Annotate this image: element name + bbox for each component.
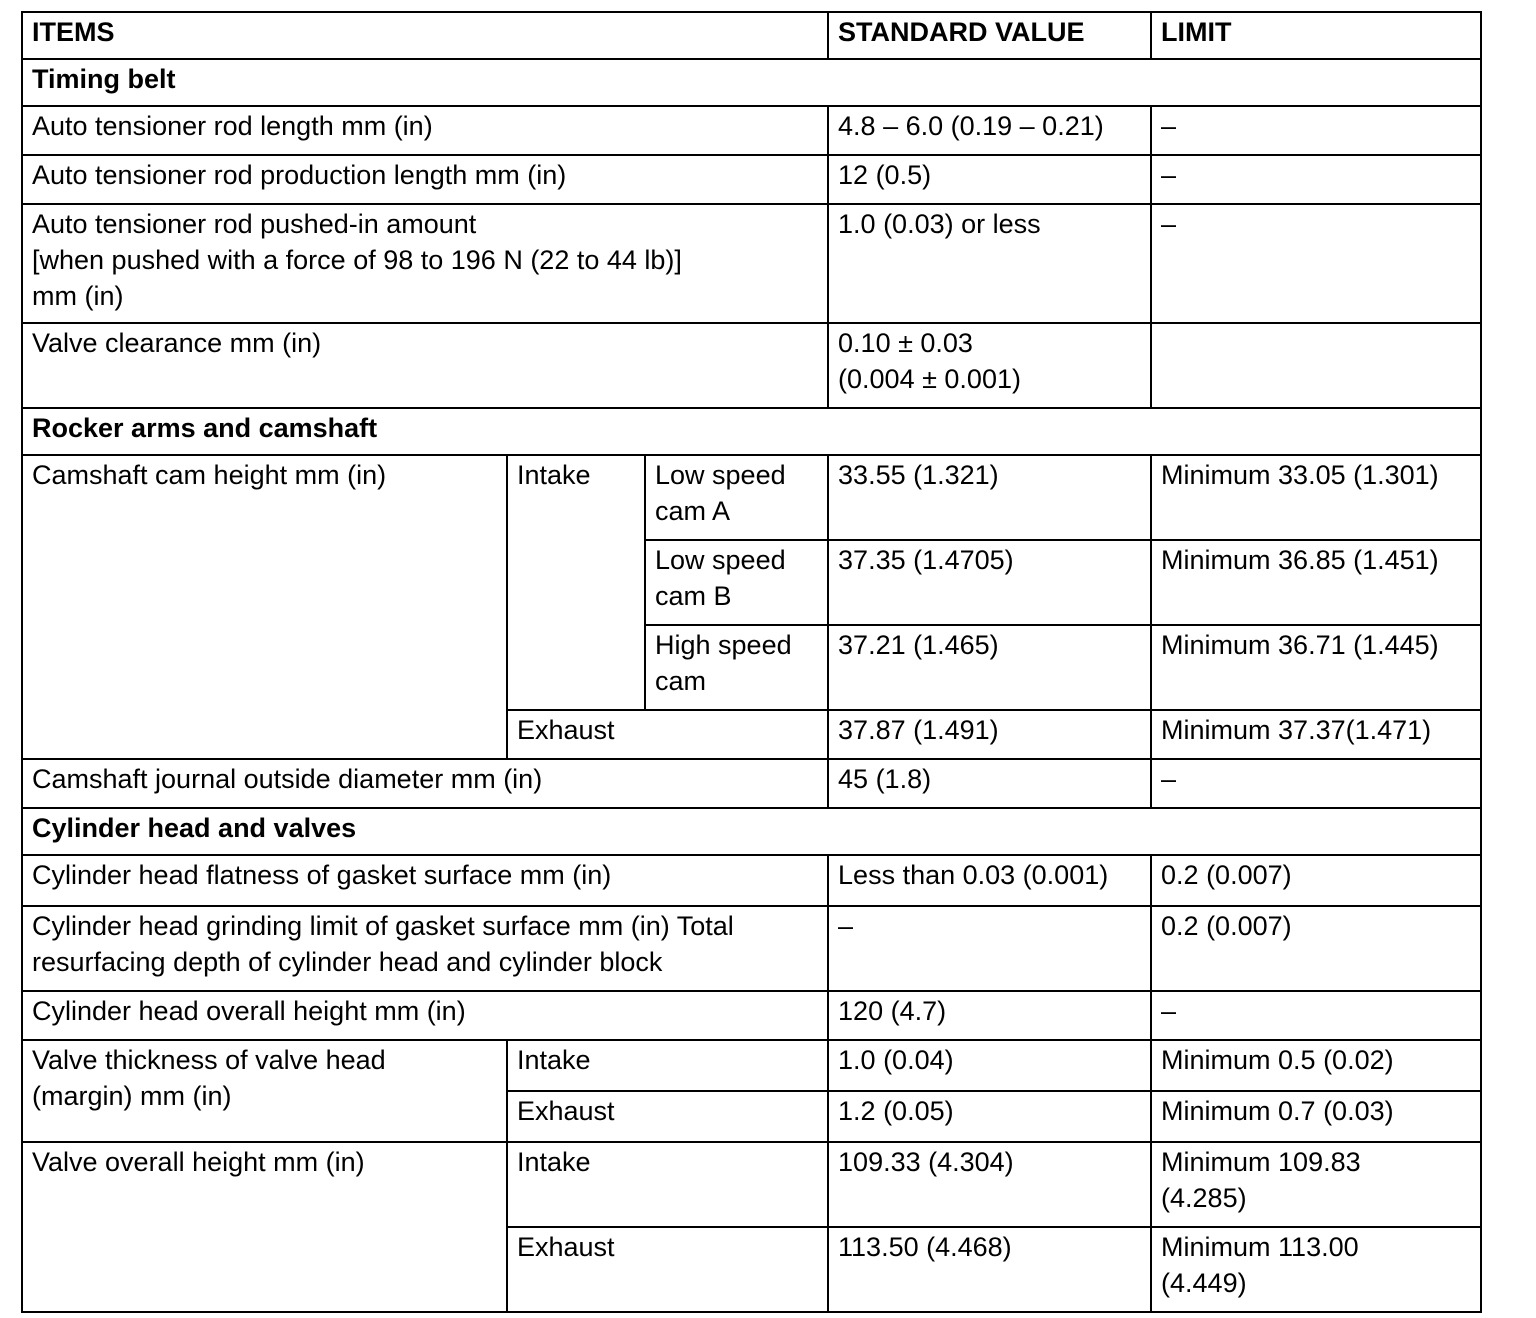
item-cell: Camshaft cam height mm (in)	[22, 455, 507, 759]
item-line: [when pushed with a force of 98 to 196 N (22 to 44 lb)]	[32, 245, 682, 275]
header-standard-value: STANDARD VALUE	[828, 12, 1151, 59]
standard-value-cell: 1.0 (0.04)	[828, 1040, 1151, 1091]
limit-line: (4.449)	[1161, 1268, 1247, 1298]
section-row-cylinder-head	[22, 808, 1481, 855]
item-cell	[22, 1040, 507, 1142]
standard-value-cell: 4.8 – 6.0 (0.19 – 0.21)	[828, 106, 1151, 155]
standard-value-cell: 113.50 (4.468)	[828, 1227, 1151, 1312]
table-row	[22, 455, 1481, 540]
table-row	[22, 991, 1481, 1040]
standard-value-cell: Less than 0.03 (0.001)	[828, 855, 1151, 906]
item-cell: Cylinder head flatness of gasket surface mm (in)	[22, 855, 828, 906]
limit-cell: Minimum 0.7 (0.03)	[1151, 1091, 1481, 1142]
cam-line: cam A	[655, 496, 731, 526]
standard-value-cell	[828, 323, 1151, 408]
section-row-rocker-arms	[22, 408, 1481, 455]
item-cell: Valve overall height mm (in)	[22, 1142, 507, 1312]
standard-value-cell: 37.87 (1.491)	[828, 710, 1151, 759]
section-title: Timing belt	[22, 59, 1481, 106]
table-row	[22, 759, 1481, 808]
limit-cell: Minimum 33.05 (1.301)	[1151, 455, 1481, 540]
limit-cell: Minimum 36.85 (1.451)	[1151, 540, 1481, 625]
limit-cell: 0.2 (0.007)	[1151, 906, 1481, 991]
intake-label-cell: Intake	[507, 455, 645, 710]
standard-value-cell: 37.21 (1.465)	[828, 625, 1151, 710]
limit-cell: 0.2 (0.007)	[1151, 855, 1481, 906]
cam-type-cell	[645, 625, 828, 710]
header-row	[22, 12, 1481, 59]
item-cell: Cylinder head overall height mm (in)	[22, 991, 828, 1040]
table-row	[22, 906, 1481, 991]
exhaust-label-cell: Exhaust	[507, 710, 828, 759]
item-cell	[22, 906, 828, 991]
item-line: Cylinder head grinding limit of gasket surface mm (in) Total	[32, 911, 734, 941]
standard-value-cell: 37.35 (1.4705)	[828, 540, 1151, 625]
item-line: (margin) mm (in)	[32, 1081, 232, 1111]
item-cell: Auto tensioner rod production length mm (in)	[22, 155, 828, 204]
limit-cell: Minimum 36.71 (1.445)	[1151, 625, 1481, 710]
item-cell: Auto tensioner rod length mm (in)	[22, 106, 828, 155]
section-title: Rocker arms and camshaft	[22, 408, 1481, 455]
table-row	[22, 204, 1481, 323]
item-line: Valve thickness of valve head	[32, 1045, 386, 1075]
value-line: (0.004 ± 0.001)	[838, 364, 1021, 394]
item-cell: Valve clearance mm (in)	[22, 323, 828, 408]
cam-type-cell	[645, 455, 828, 540]
limit-cell: Minimum 37.37(1.471)	[1151, 710, 1481, 759]
limit-cell	[1151, 1227, 1481, 1312]
section-row-timing-belt	[22, 59, 1481, 106]
cam-line: Low speed	[655, 545, 786, 575]
table-row	[22, 1142, 1481, 1227]
table-row	[22, 155, 1481, 204]
header-items: ITEMS	[22, 12, 828, 59]
table-row	[22, 106, 1481, 155]
standard-value-cell: 33.55 (1.321)	[828, 455, 1151, 540]
limit-cell	[1151, 1142, 1481, 1227]
limit-cell: –	[1151, 155, 1481, 204]
cam-line: High speed	[655, 630, 792, 660]
item-cell	[22, 204, 828, 323]
limit-line: (4.285)	[1161, 1183, 1247, 1213]
standard-value-cell: –	[828, 906, 1151, 991]
table-row	[22, 323, 1481, 408]
cam-type-cell	[645, 540, 828, 625]
standard-value-cell: 120 (4.7)	[828, 991, 1151, 1040]
exhaust-label-cell: Exhaust	[507, 1227, 828, 1312]
cam-line: Low speed	[655, 460, 786, 490]
item-line: Auto tensioner rod pushed-in amount	[32, 209, 477, 239]
section-title: Cylinder head and valves	[22, 808, 1481, 855]
intake-label-cell: Intake	[507, 1142, 828, 1227]
limit-cell: –	[1151, 759, 1481, 808]
header-limit: LIMIT	[1151, 12, 1481, 59]
item-line: resurfacing depth of cylinder head and cylinder block	[32, 947, 663, 977]
standard-value-cell: 12 (0.5)	[828, 155, 1151, 204]
standard-value-cell: 45 (1.8)	[828, 759, 1151, 808]
standard-value-cell: 1.2 (0.05)	[828, 1091, 1151, 1142]
limit-cell: –	[1151, 991, 1481, 1040]
table-row	[22, 855, 1481, 906]
standard-value-cell: 1.0 (0.03) or less	[828, 204, 1151, 323]
exhaust-label-cell: Exhaust	[507, 1091, 828, 1142]
table-row	[22, 1040, 1481, 1091]
limit-cell: Minimum 0.5 (0.02)	[1151, 1040, 1481, 1091]
limit-line: Minimum 113.00	[1161, 1232, 1359, 1262]
limit-cell: –	[1151, 106, 1481, 155]
cam-line: cam	[655, 666, 707, 696]
item-cell: Camshaft journal outside diameter mm (in)	[22, 759, 828, 808]
limit-line: Minimum 109.83	[1161, 1147, 1361, 1177]
intake-label-cell: Intake	[507, 1040, 828, 1091]
standard-value-cell: 109.33 (4.304)	[828, 1142, 1151, 1227]
value-line: 0.10 ± 0.03	[838, 328, 973, 358]
limit-cell: –	[1151, 204, 1481, 323]
cam-line: cam B	[655, 581, 732, 611]
specification-table	[21, 11, 1482, 1313]
limit-cell	[1151, 323, 1481, 408]
item-line: mm (in)	[32, 281, 124, 311]
